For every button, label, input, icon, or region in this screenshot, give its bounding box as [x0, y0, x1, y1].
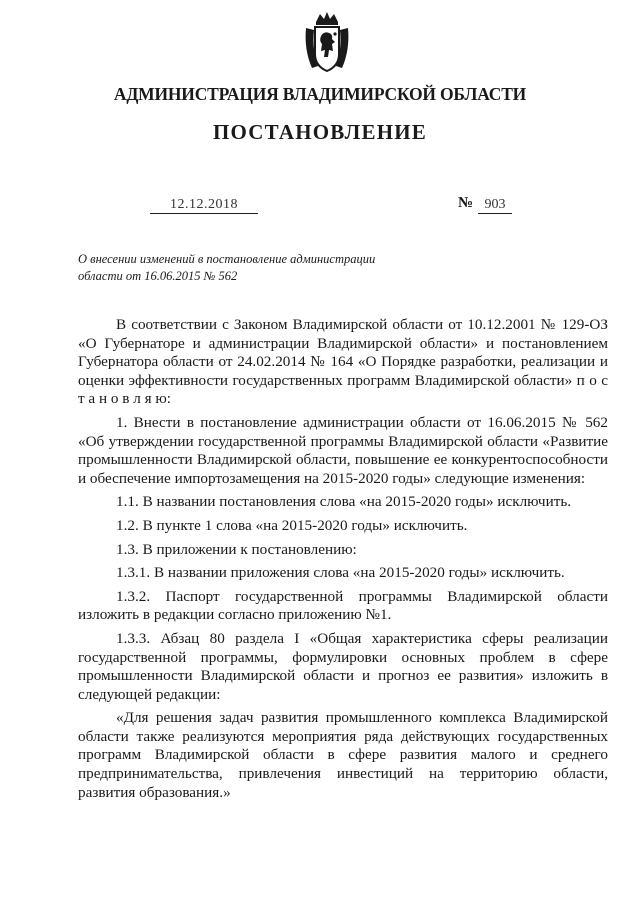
document-body — [78, 316, 608, 802]
body-paragraph: 1.3. В приложении к постановлению: — [116, 540, 357, 558]
body-paragraph: 1.2. В пункте 1 слова «на 2015-2020 годы» исключить. — [116, 516, 468, 534]
number-label: № — [458, 195, 474, 211]
document-type-title: ПОСТАНОВЛЕНИЕ — [212, 120, 428, 144]
body-paragraph: 1.1. В названии постановления слова «на 2015-2020 годы» исключить. — [116, 493, 572, 511]
body-paragraph: «Для решения задач развития промышленного комплекса Владимирской области также реализуются мероприятия ряда действующих государственных программ Владимирской области в сфере развития малого и среднего предпринимательства, привлечения инвестиций на территорию области, развития образования.» — [78, 709, 608, 801]
body-paragraph: 1.3.1. В названии приложения слова «на 2015-2020 годы» исключить. — [116, 564, 565, 582]
subject-line: области от 16.06.2015 № 562 — [78, 269, 238, 283]
body-paragraph: 1. Внести в постановление администрации области от 16.06.2015 № 562 «Об утверждении государственной программы Владимирской области «Развитие промышленности Владимирской области, повышение ее конкурентоспособности и обеспечение импортозамещения на 2015-2020 годы» следующие изменения: — [78, 413, 608, 487]
document-subject — [78, 251, 418, 285]
coat-of-arms-icon — [302, 10, 352, 74]
body-paragraph: 1.3.2. Паспорт государственной программы Владимирской области изложить в редакции согласно приложению №1. — [78, 587, 608, 624]
organization-name: АДМИНИСТРАЦИЯ ВЛАДИМИРСКОЙ ОБЛАСТИ — [113, 84, 527, 104]
document-date: 12.12.2018 — [150, 197, 258, 214]
body-paragraph: 1.3.3. Абзац 80 раздела I «Общая характеристика сферы реализации государственной программы, формулировки основных проблем в сфере промышленности Владимирской области и прогноз ее развития» изложить в следующей редакции: — [78, 629, 608, 703]
document-number: 903 — [478, 197, 512, 214]
subject-line: О внесении изменений в постановление администрации — [78, 252, 376, 266]
body-paragraph: В соответствии с Законом Владимирской области от 10.12.2001 № 129-ОЗ «О Губернаторе и администрации Владимирской области» и постановлением Губернатора области от 24.02.2014 № 164 «О Порядке разработки, реализации и оценки эффективности государственных программ Владимирской области» п о с т а н о в л я ю: — [78, 316, 608, 408]
